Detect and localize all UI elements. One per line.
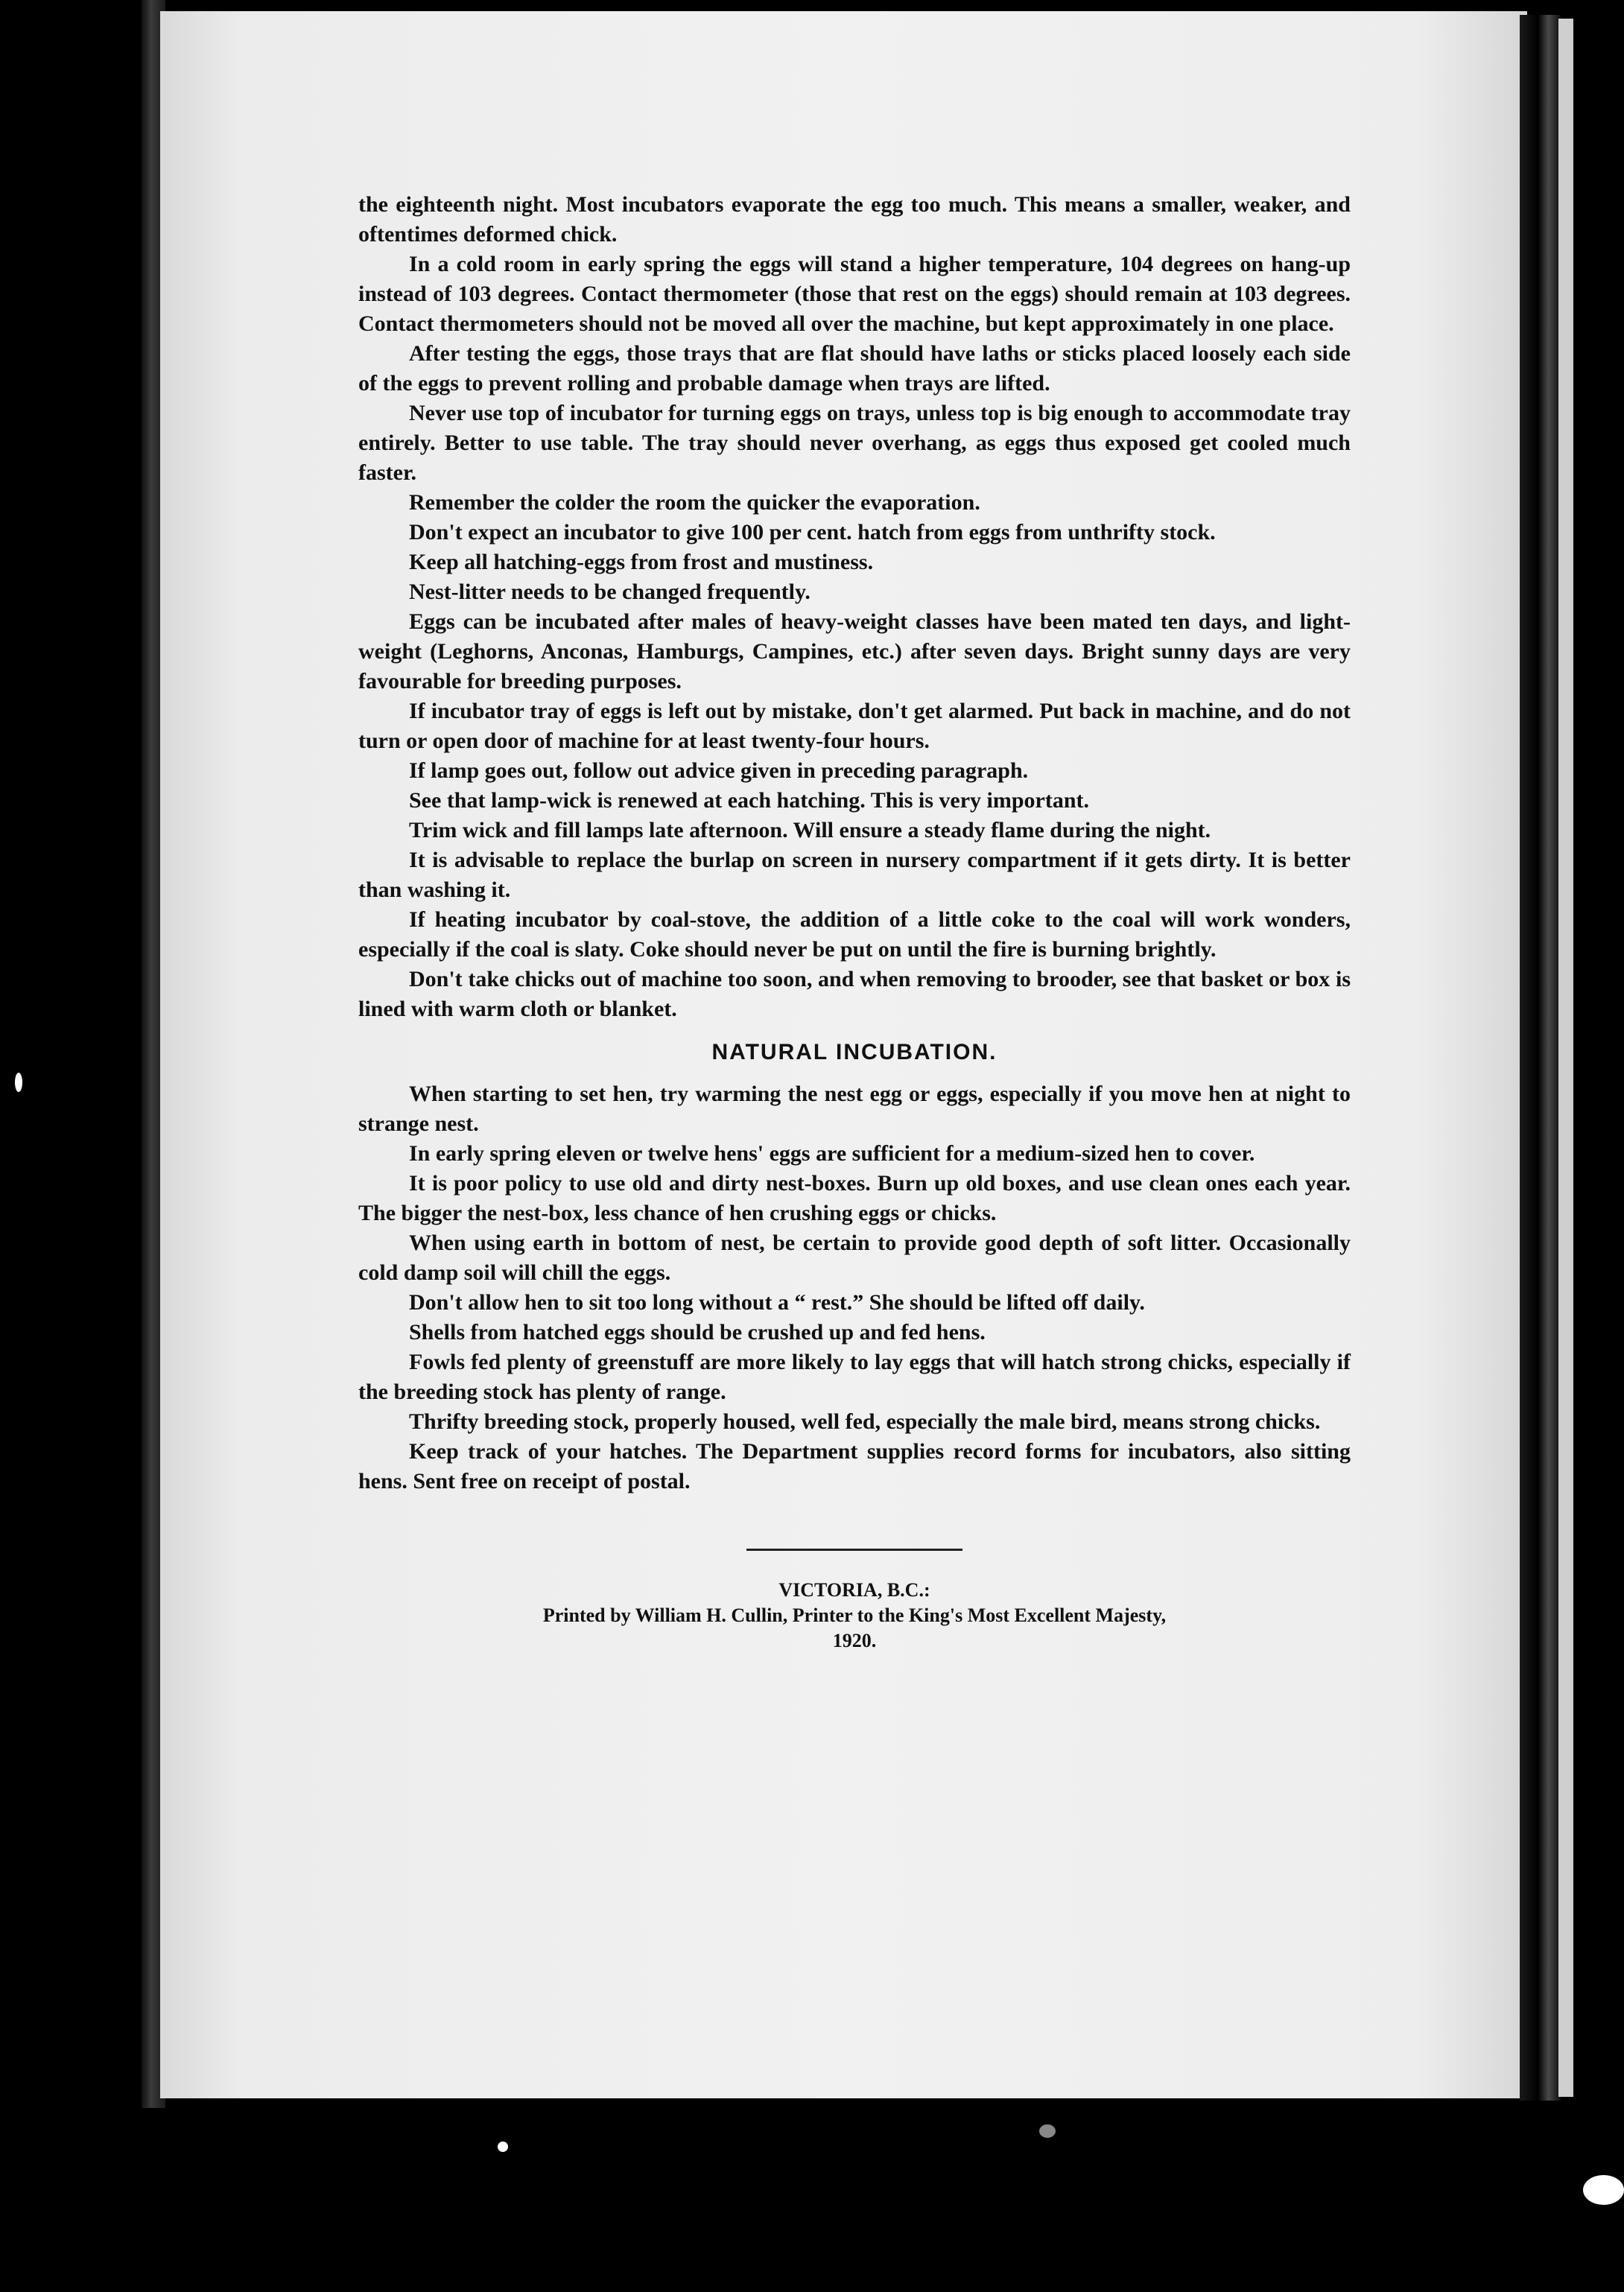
tip-paragraph: It is advisable to replace the burlap on screen in nursery compartment if it gets dirty. It is better than washing it. [358, 848, 1351, 902]
scan-speck [15, 1073, 22, 1092]
imprint-place: VICTORIA, B.C.: [778, 1579, 930, 1601]
tip-paragraph: Nest-litter needs to be changed frequently. [409, 580, 811, 604]
tip-paragraph: Don't allow hen to sit too long without a “ rest.” She should be lifted off daily. [409, 1290, 1145, 1315]
section-heading: NATURAL INCUBATION. [711, 1040, 997, 1064]
page-body [358, 190, 1351, 1654]
tip-paragraph: Don't take chicks out of machine too soon, and when removing to brooder, see that basket or box is lined with warm cloth or blanket. [358, 967, 1351, 1021]
natural-tips-list [358, 1079, 1351, 1496]
scan-speck [1583, 2175, 1624, 2205]
continued-paragraph: the eighteenth night. Most incubators evaporate the egg too much. This means a smaller, weaker, and oftentimes deformed chick. [358, 192, 1351, 247]
tip-paragraph: See that lamp-wick is renewed at each hatching. This is very important. [409, 788, 1090, 813]
page-right-margin-strip [1558, 19, 1573, 2097]
tip-paragraph: Don't expect an incubator to give 100 per cent. hatch from eggs from unthrifty stock. [409, 520, 1216, 545]
tip-paragraph: When using earth in bottom of nest, be certain to provide good depth of soft litter. Occasionally cold damp soil will chill the eggs. [358, 1231, 1351, 1285]
printer-imprint [358, 1578, 1351, 1654]
tip-paragraph: Fowls fed plenty of greenstuff are more likely to lay eggs that will hatch strong chicks, especially if the breeding stock has plenty of range. [358, 1350, 1351, 1404]
tip-paragraph: Trim wick and fill lamps late afternoon. Will ensure a steady flame during the night. [409, 818, 1211, 842]
tip-paragraph: Keep track of your hatches. The Department supplies record forms for incubators, also sitting hens. Sent free on receipt of postal. [358, 1439, 1351, 1493]
tip-paragraph: Keep all hatching-eggs from frost and mustiness. [409, 550, 874, 574]
page-right-edge [1520, 15, 1561, 2101]
tip-paragraph: If incubator tray of eggs is left out by mistake, don't get alarmed. Put back in machine, and do not turn or open door of machine for at least twenty-four hours. [358, 699, 1351, 753]
imprint-divider [746, 1549, 962, 1551]
tip-paragraph: Never use top of incubator for turning eggs on trays, unless top is big enough to accommodate tray entirely. Better to use table. The tray should never overhang, as eggs thus exposed get cooled much faster. [358, 401, 1351, 485]
tip-paragraph: It is poor policy to use old and dirty nest-boxes. Burn up old boxes, and use clean ones each year. The bigger the nest-box, less chance of hen crushing eggs or chicks. [358, 1171, 1351, 1225]
scan-speck [498, 2142, 508, 2152]
tip-paragraph: Remember the colder the room the quicker the evaporation. [409, 490, 980, 515]
artificial-tips-list [358, 250, 1351, 1024]
tip-paragraph: In a cold room in early spring the eggs will stand a higher temperature, 104 degrees on hang-up instead of 103 degrees. Contact thermometer (those that rest on the eggs) should remain at 103 degrees. Contact thermometers should not be moved all over the machine, but kept approximately in one place. [358, 252, 1351, 336]
imprint-year: 1920. [832, 1630, 877, 1651]
tip-paragraph: Eggs can be incubated after males of heavy-weight classes have been mated ten days, and light-weight (Leghorns, Anconas, Hamburgs, Campines, etc.) after seven days. Bright sunny days are very favourable for breeding purposes. [358, 609, 1351, 693]
scan-speck [1039, 2124, 1056, 2138]
tip-paragraph: When starting to set hen, try warming the nest egg or eggs, especially if you move hen at night to strange nest. [358, 1082, 1351, 1136]
imprint-printer: Printed by William H. Cullin, Printer to the King's Most Excellent Majesty, [542, 1604, 1167, 1626]
tip-paragraph: If lamp goes out, follow out advice given in preceding paragraph. [409, 758, 1029, 783]
tip-paragraph: In early spring eleven or twelve hens' eggs are sufficient for a medium-sized hen to cover. [409, 1141, 1255, 1166]
tip-paragraph: Thrifty breeding stock, properly housed, well fed, especially the male bird, means strong chicks. [409, 1409, 1321, 1434]
tip-paragraph: After testing the eggs, those trays that are flat should have laths or sticks placed loosely each side of the eggs to prevent rolling and probable damage when trays are lifted. [358, 341, 1351, 396]
tip-paragraph: If heating incubator by coal-stove, the addition of a little coke to the coal will work wonders, especially if the coal is slaty. Coke should never be put on until the fire is burning brightly. [358, 907, 1351, 962]
tip-paragraph: Shells from hatched eggs should be crushed up and fed hens. [409, 1320, 986, 1345]
